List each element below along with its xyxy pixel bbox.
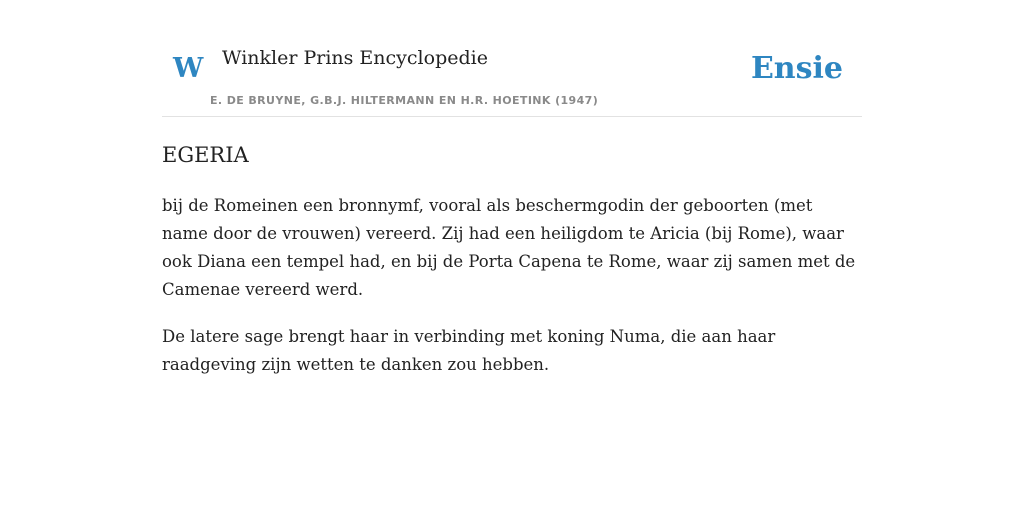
source-header [162,0,862,117]
article-paragraph: De latere sage brengt haar in verbinding met koning Numa, die aan haar raadgeving zijn wetten te danken zou hebben. [162,327,776,374]
encyclopedia-authors: E. DE BRUYNE, G.B.J. HILTERMANN EN H.R. HOETINK (1947) [210,94,599,107]
encyclopedia-logo[interactable]: W [173,53,204,84]
article-title: EGERIA [162,143,249,167]
article-body [162,192,862,398]
encyclopedia-title[interactable]: Winkler Prins Encyclopedie [222,47,488,69]
article-paragraph: bij de Romeinen een bronnymf, vooral als beschermgodin der geboorten (met name door de vrouwen) vereerd. Zij had een heiligdom te Aricia (bij Rome), waar ook Diana een tempel had, en bij de Porta Capena te Rome, waar zij samen met de Camenae vereerd werd. [162,196,856,299]
page [162,0,862,512]
site-logo[interactable]: Ensie [750,51,843,86]
